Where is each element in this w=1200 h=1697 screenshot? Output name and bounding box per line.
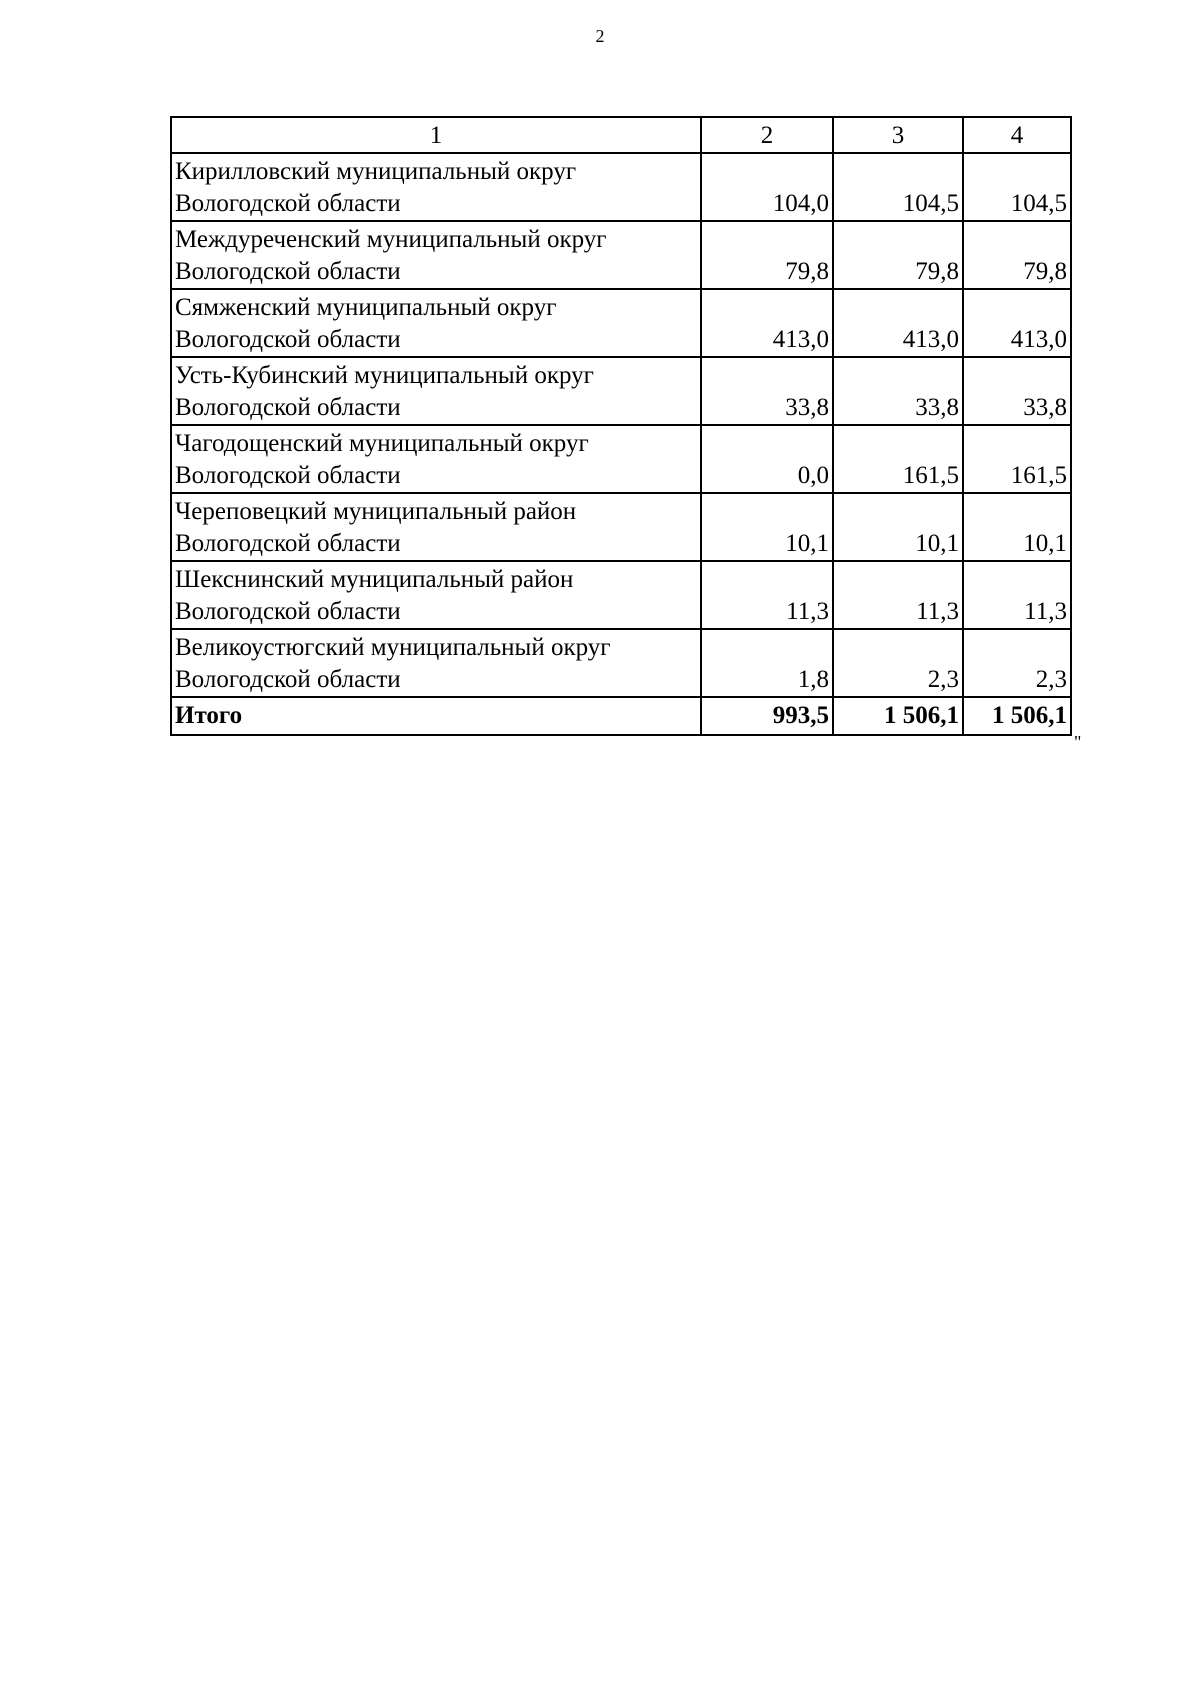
total-col-2: 993,5 [701,697,833,735]
value-col-4: 413,0 [963,289,1071,357]
municipality-name [171,629,701,697]
value-col-2: 11,3 [701,561,833,629]
municipality-name [171,289,701,357]
value-col-3: 10,1 [833,493,963,561]
municipality-name-line1: Череповецкий муниципальный район [175,498,577,525]
municipality-name-line2: Вологодской области [175,530,401,557]
municipality-name-line1: Междуреченский муниципальный округ [175,226,607,253]
municipality-name-line1: Шекснинский муниципальный район [175,566,574,593]
column-header-1: 1 [171,117,701,153]
allocation-table [170,116,1072,736]
value-col-4: 161,5 [963,425,1071,493]
value-col-4: 79,8 [963,221,1071,289]
column-header-3: 3 [833,117,963,153]
value-col-2: 104,0 [701,153,833,221]
page-number: 2 [595,26,605,46]
value-col-3: 11,3 [833,561,963,629]
municipality-name-line2: Вологодской области [175,394,401,421]
column-header-2: 2 [701,117,833,153]
municipality-name-line2: Вологодской области [175,598,401,625]
municipality-name [171,561,701,629]
value-col-4: 11,3 [963,561,1071,629]
table-row [171,357,1071,425]
municipality-name-line2: Вологодской области [175,190,401,217]
value-col-3: 2,3 [833,629,963,697]
value-col-4: 33,8 [963,357,1071,425]
total-label: Итого [171,697,701,735]
value-col-3: 33,8 [833,357,963,425]
value-col-2: 10,1 [701,493,833,561]
municipality-name-line2: Вологодской области [175,258,401,285]
table-row [171,629,1071,697]
value-col-4: 2,3 [963,629,1071,697]
value-col-2: 413,0 [701,289,833,357]
table-row [171,221,1071,289]
municipality-name [171,493,701,561]
table-row [171,425,1071,493]
municipality-name [171,357,701,425]
municipality-name-line2: Вологодской области [175,326,401,353]
municipality-name-line2: Вологодской области [175,462,401,489]
municipality-name [171,221,701,289]
value-col-2: 0,0 [701,425,833,493]
municipality-name [171,153,701,221]
municipality-name-line1: Сямженский муниципальный округ [175,294,557,321]
value-col-2: 33,8 [701,357,833,425]
municipality-name-line2: Вологодской области [175,666,401,693]
total-col-3: 1 506,1 [833,697,963,735]
value-col-3: 161,5 [833,425,963,493]
municipality-name-line1: Чагодощенский муниципальный округ [175,430,589,457]
table-row [171,289,1071,357]
value-col-3: 79,8 [833,221,963,289]
value-col-2: 79,8 [701,221,833,289]
column-header-4: 4 [963,117,1071,153]
value-col-4: 10,1 [963,493,1071,561]
value-col-3: 413,0 [833,289,963,357]
value-col-4: 104,5 [963,153,1071,221]
table-row [171,493,1071,561]
municipality-name [171,425,701,493]
municipality-name-line1: Кирилловский муниципальный округ [175,158,577,185]
table-row [171,153,1071,221]
table-row [171,561,1071,629]
municipality-name-line1: Усть-Кубинский муниципальный округ [175,362,594,389]
value-col-3: 104,5 [833,153,963,221]
table-header-row [171,117,1071,153]
total-col-4: 1 506,1 [963,697,1071,735]
closing-quote-mark: " [1074,732,1082,752]
total-row [171,697,1071,735]
municipality-name-line1: Великоустюгский муниципальный округ [175,634,611,661]
value-col-2: 1,8 [701,629,833,697]
